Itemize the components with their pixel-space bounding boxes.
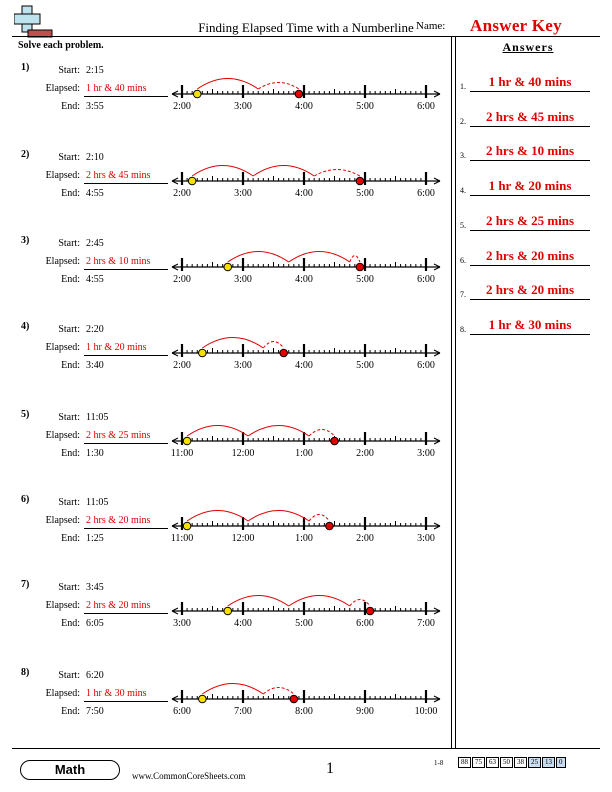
elapsed-answer: 2 hrs & 20 mins bbox=[86, 600, 151, 611]
answer-value: 1 hr & 40 mins bbox=[488, 74, 572, 89]
start-value: 2:15 bbox=[86, 65, 104, 76]
end-dot bbox=[356, 177, 364, 185]
start-dot bbox=[188, 177, 196, 185]
score-cell: 88 bbox=[458, 757, 471, 768]
column-divider-right bbox=[455, 36, 456, 748]
elapsed-underline bbox=[84, 528, 168, 529]
tick-label: 6:00 bbox=[173, 706, 191, 717]
tick-label: 4:00 bbox=[295, 360, 313, 371]
numberline bbox=[168, 667, 444, 727]
answer-number: 6. bbox=[460, 255, 466, 265]
answer-value: 2 hrs & 25 mins bbox=[485, 212, 575, 228]
header-divider bbox=[12, 36, 600, 37]
minute-jump-arc bbox=[350, 256, 360, 263]
answer-key-label: Answer Key bbox=[470, 16, 562, 35]
elapsed-underline bbox=[84, 183, 168, 184]
tick-label: 3:00 bbox=[234, 188, 252, 199]
score-table bbox=[458, 757, 567, 768]
tick-label: 12:00 bbox=[231, 533, 255, 544]
hour-jump-arc bbox=[202, 684, 263, 695]
end-value: 1:30 bbox=[86, 448, 104, 459]
end-dot bbox=[326, 522, 334, 530]
score-cell: 0 bbox=[556, 757, 566, 768]
tick-label: 6:00 bbox=[417, 274, 435, 285]
answer-number: 2. bbox=[460, 116, 466, 126]
instructions: Solve each problem. bbox=[18, 40, 104, 51]
end-dot bbox=[366, 607, 374, 615]
problem-item bbox=[0, 149, 450, 219]
end-dot bbox=[356, 263, 364, 271]
hour-jump-arc bbox=[202, 338, 263, 349]
answer-number: 1. bbox=[460, 82, 466, 91]
hour-jump-arc bbox=[289, 252, 350, 263]
tick-label: 8:00 bbox=[295, 706, 313, 717]
problem-number: 6) bbox=[21, 494, 30, 505]
start-value: 3:45 bbox=[86, 582, 104, 593]
start-label: Start: bbox=[58, 582, 80, 593]
score-cell: 50 bbox=[500, 757, 513, 768]
elapsed-underline bbox=[84, 269, 168, 270]
answer-item bbox=[460, 282, 600, 302]
hour-jump-arc bbox=[187, 426, 248, 437]
end-dot bbox=[280, 349, 288, 357]
answer-number: 8. bbox=[460, 324, 466, 334]
problem-item bbox=[0, 579, 450, 649]
start-value: 2:20 bbox=[86, 324, 104, 335]
score-cell: 25 bbox=[528, 757, 541, 768]
end-label: End: bbox=[61, 533, 80, 544]
tick-label: 6:00 bbox=[417, 360, 435, 371]
answer-underline bbox=[470, 334, 590, 335]
answer-number: 7. bbox=[460, 290, 466, 300]
answer-value: 1 hr & 30 mins bbox=[488, 316, 572, 332]
end-dot bbox=[290, 695, 298, 703]
problem-item bbox=[0, 494, 450, 564]
elapsed-answer: 2 hrs & 10 mins bbox=[86, 256, 151, 267]
numberline bbox=[168, 409, 444, 469]
start-label: Start: bbox=[58, 152, 80, 163]
end-value: 1:25 bbox=[86, 533, 104, 544]
start-label: Start: bbox=[58, 497, 80, 508]
end-dot bbox=[331, 437, 339, 445]
website-text: www.CommonCoreSheets.com bbox=[132, 771, 246, 781]
end-value: 6:05 bbox=[86, 618, 104, 629]
start-label: Start: bbox=[58, 324, 80, 335]
tick-label: 10:00 bbox=[414, 706, 438, 717]
elapsed-answer: 2 hrs & 25 mins bbox=[86, 430, 151, 441]
start-label: Start: bbox=[58, 412, 80, 423]
elapsed-underline bbox=[84, 701, 168, 702]
end-label: End: bbox=[61, 706, 80, 717]
subject-badge: Math bbox=[20, 760, 120, 780]
start-label: Start: bbox=[58, 670, 80, 681]
answer-value: 2 hrs & 20 mins bbox=[485, 247, 575, 263]
hour-jump-arc bbox=[228, 252, 289, 263]
start-value: 2:10 bbox=[86, 152, 104, 163]
end-value: 4:55 bbox=[86, 188, 104, 199]
minute-jump-arc bbox=[263, 342, 283, 349]
tick-label: 12:00 bbox=[231, 448, 255, 459]
answer-value: 2 hrs & 20 mins bbox=[485, 282, 575, 298]
elapsed-underline bbox=[84, 613, 168, 614]
end-value: 3:40 bbox=[86, 360, 104, 371]
tick-label: 3:00 bbox=[234, 360, 252, 371]
tick-label: 2:00 bbox=[173, 101, 191, 112]
numberline bbox=[168, 235, 444, 295]
hour-jump-arc bbox=[197, 79, 258, 90]
tick-label: 4:00 bbox=[295, 188, 313, 199]
start-dot bbox=[199, 349, 207, 357]
start-dot bbox=[183, 437, 191, 445]
tick-label: 5:00 bbox=[356, 274, 374, 285]
worksheet-title: Finding Elapsed Time with a Numberline bbox=[198, 20, 414, 35]
tick-label: 2:00 bbox=[356, 533, 374, 544]
answer-item bbox=[460, 109, 600, 129]
score-cell: 75 bbox=[472, 757, 485, 768]
tick-label: 5:00 bbox=[356, 101, 374, 112]
start-label: Start: bbox=[58, 65, 80, 76]
tick-label: 4:00 bbox=[295, 101, 313, 112]
tick-label: 2:00 bbox=[173, 360, 191, 371]
answer-underline bbox=[470, 91, 590, 92]
problem-item bbox=[0, 321, 450, 391]
numberline bbox=[168, 494, 444, 554]
elapsed-underline bbox=[84, 443, 168, 444]
answer-underline bbox=[470, 230, 590, 231]
elapsed-label: Elapsed: bbox=[45, 430, 80, 441]
answer-value: 2 hrs & 45 mins bbox=[485, 108, 575, 124]
end-label: End: bbox=[61, 448, 80, 459]
numberline bbox=[168, 149, 444, 209]
answer-number: 5. bbox=[460, 220, 466, 230]
score-cell: 38 bbox=[514, 757, 527, 768]
tick-label: 11:00 bbox=[170, 448, 194, 459]
elapsed-answer: 1 hr & 30 mins bbox=[86, 688, 147, 699]
answer-value: 2 hrs & 10 mins bbox=[485, 143, 575, 159]
answer-number: 4. bbox=[460, 186, 466, 196]
elapsed-answer: 2 hrs & 45 mins bbox=[86, 170, 151, 181]
problem-item bbox=[0, 667, 450, 737]
tick-label: 5:00 bbox=[356, 188, 374, 199]
start-dot bbox=[183, 522, 191, 530]
numberline bbox=[168, 62, 444, 122]
numberline bbox=[168, 579, 444, 639]
tick-label: 3:00 bbox=[417, 533, 435, 544]
footer-divider bbox=[12, 748, 600, 749]
answer-item bbox=[460, 317, 600, 337]
answer-underline bbox=[470, 265, 590, 266]
minute-jump-arc bbox=[258, 83, 299, 90]
end-value: 3:55 bbox=[86, 101, 104, 112]
elapsed-answer: 1 hr & 20 mins bbox=[86, 342, 147, 353]
tick-label: 7:00 bbox=[234, 706, 252, 717]
start-value: 11:05 bbox=[86, 412, 109, 423]
tick-label: 4:00 bbox=[295, 274, 313, 285]
elapsed-underline bbox=[84, 96, 168, 97]
elapsed-label: Elapsed: bbox=[45, 83, 80, 94]
end-label: End: bbox=[61, 274, 80, 285]
tick-label: 4:00 bbox=[234, 618, 252, 629]
problem-number: 3) bbox=[21, 235, 30, 246]
end-value: 7:50 bbox=[86, 706, 104, 717]
hour-jump-arc bbox=[289, 596, 350, 607]
end-value: 4:55 bbox=[86, 274, 104, 285]
hour-jump-arc bbox=[248, 511, 309, 522]
tick-label: 2:00 bbox=[356, 448, 374, 459]
elapsed-underline bbox=[84, 355, 168, 356]
tick-label: 9:00 bbox=[356, 706, 374, 717]
tick-label: 3:00 bbox=[234, 101, 252, 112]
minute-jump-arc bbox=[350, 600, 370, 607]
answer-underline bbox=[470, 299, 590, 300]
problem-number: 5) bbox=[21, 409, 30, 420]
elapsed-label: Elapsed: bbox=[45, 600, 80, 611]
elapsed-label: Elapsed: bbox=[45, 515, 80, 526]
minute-jump-arc bbox=[309, 515, 329, 522]
answer-value: 1 hr & 20 mins bbox=[488, 178, 572, 194]
tick-label: 1:00 bbox=[295, 448, 313, 459]
tick-label: 6:00 bbox=[417, 188, 435, 199]
start-value: 2:45 bbox=[86, 238, 104, 249]
answers-title: Answers bbox=[502, 40, 554, 54]
end-dot bbox=[295, 90, 303, 98]
start-label: Start: bbox=[58, 238, 80, 249]
problem-number: 1) bbox=[21, 62, 30, 73]
tick-label: 3:00 bbox=[417, 448, 435, 459]
score-cell: 63 bbox=[486, 757, 499, 768]
tick-label: 7:00 bbox=[417, 618, 435, 629]
hour-jump-arc bbox=[228, 596, 289, 607]
elapsed-label: Elapsed: bbox=[45, 256, 80, 267]
end-label: End: bbox=[61, 618, 80, 629]
elapsed-label: Elapsed: bbox=[45, 342, 80, 353]
start-dot bbox=[224, 607, 232, 615]
numberline bbox=[168, 321, 444, 381]
problem-item bbox=[0, 409, 450, 479]
tick-label: 2:00 bbox=[173, 274, 191, 285]
answer-underline bbox=[470, 195, 590, 196]
elapsed-label: Elapsed: bbox=[45, 688, 80, 699]
answer-item bbox=[460, 178, 600, 198]
tick-label: 2:00 bbox=[173, 188, 191, 199]
score-cell: 13 bbox=[542, 757, 555, 768]
end-label: End: bbox=[61, 188, 80, 199]
answer-item bbox=[460, 74, 600, 94]
minute-jump-arc bbox=[314, 170, 360, 177]
answer-number: 3. bbox=[460, 151, 466, 161]
minute-jump-arc bbox=[263, 688, 294, 695]
start-dot bbox=[224, 263, 232, 271]
elapsed-answer: 1 hr & 40 mins bbox=[86, 83, 147, 94]
problem-item bbox=[0, 235, 450, 305]
tick-label: 6:00 bbox=[356, 618, 374, 629]
elapsed-label: Elapsed: bbox=[45, 170, 80, 181]
hour-jump-arc bbox=[248, 426, 309, 437]
problem-item bbox=[0, 62, 450, 132]
problem-number: 4) bbox=[21, 321, 30, 332]
answer-underline bbox=[470, 126, 590, 127]
start-value: 6:20 bbox=[86, 670, 104, 681]
answer-underline bbox=[470, 160, 590, 161]
end-label: End: bbox=[61, 101, 80, 112]
start-dot bbox=[193, 90, 201, 98]
tick-label: 3:00 bbox=[173, 618, 191, 629]
start-dot bbox=[199, 695, 207, 703]
problem-number: 2) bbox=[21, 149, 30, 160]
end-label: End: bbox=[61, 360, 80, 371]
tick-label: 5:00 bbox=[356, 360, 374, 371]
hour-jump-arc bbox=[187, 511, 248, 522]
answer-item bbox=[460, 248, 600, 268]
problem-number: 7) bbox=[21, 579, 30, 590]
answer-item bbox=[460, 213, 600, 233]
tick-label: 1:00 bbox=[295, 533, 313, 544]
column-divider-left bbox=[451, 36, 452, 748]
answer-item bbox=[460, 143, 600, 163]
start-value: 11:05 bbox=[86, 497, 109, 508]
problem-number: 8) bbox=[21, 667, 30, 678]
tick-label: 6:00 bbox=[417, 101, 435, 112]
tick-label: 5:00 bbox=[295, 618, 313, 629]
elapsed-answer: 2 hrs & 20 mins bbox=[86, 515, 151, 526]
tick-label: 3:00 bbox=[234, 274, 252, 285]
name-label: Name: bbox=[416, 20, 446, 32]
tick-label: 11:00 bbox=[170, 533, 194, 544]
minute-jump-arc bbox=[309, 430, 334, 437]
problem-range: 1-8 bbox=[434, 759, 444, 767]
page-number: 1 bbox=[326, 760, 334, 777]
